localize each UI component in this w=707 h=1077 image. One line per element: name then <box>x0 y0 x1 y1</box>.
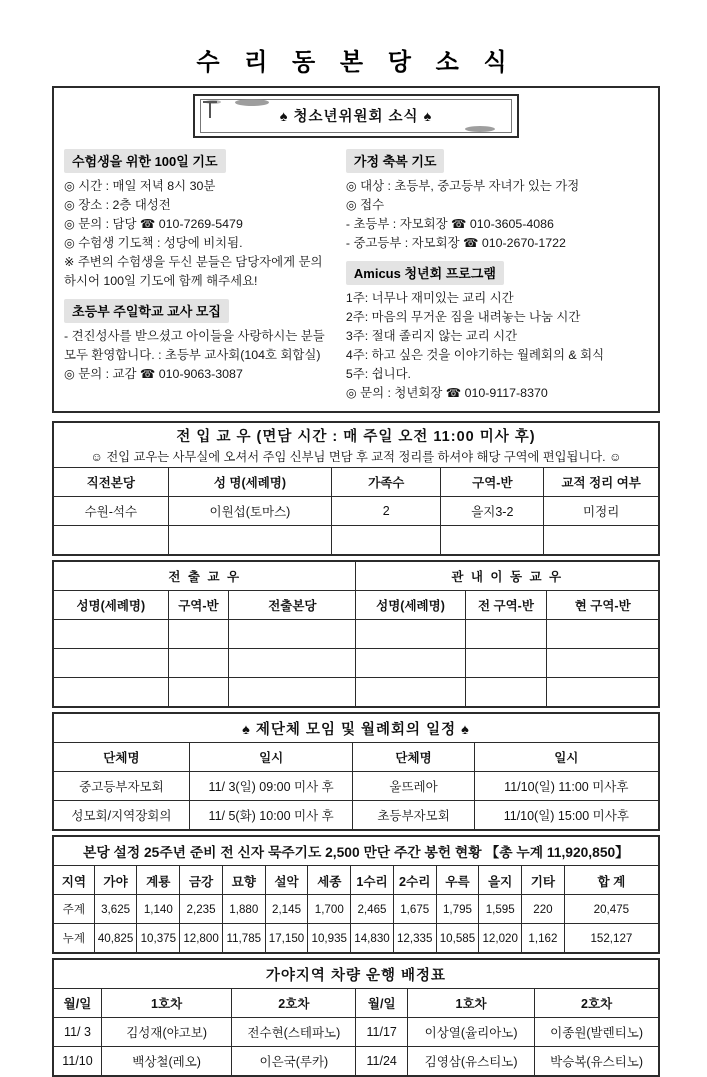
empty-cell <box>53 678 168 708</box>
empty-cell <box>441 526 544 556</box>
column-header: 일시 <box>189 743 353 772</box>
text-line: - 중고등부 : 자모회장 ☎ 010-2670-1722 <box>345 236 566 250</box>
table-cell: 전수현(스테파노) <box>232 1018 356 1047</box>
table-cell: 2,465 <box>351 895 394 924</box>
row-label: 주계 <box>53 895 94 924</box>
scan-artifact <box>203 101 217 103</box>
table-cell: 미정리 <box>544 497 659 526</box>
table-header-row <box>53 866 659 895</box>
table-cell: 을지3-2 <box>441 497 544 526</box>
table-header-row <box>53 743 659 772</box>
table-cell: 수원-석수 <box>53 497 168 526</box>
table-cell: 울뜨레아 <box>353 772 474 801</box>
row-label: 누계 <box>53 924 94 954</box>
text-line: 1주: 너무나 재미있는 교리 시간 <box>345 291 514 305</box>
text-line: 3주: 절대 졸리지 않는 교리 시간 <box>345 329 518 343</box>
youth-committee-box <box>52 86 660 413</box>
table-cell: 17,150 <box>265 924 308 954</box>
table-cell: 이은국(루카) <box>232 1047 356 1077</box>
transfer-out-move-table <box>52 560 660 708</box>
empty-cell <box>465 649 547 678</box>
table-row <box>53 801 659 831</box>
empty-cell <box>53 620 168 649</box>
table-cell: 김성재(야고보) <box>101 1018 231 1047</box>
column-header: 전출본당 <box>229 591 356 620</box>
transfer-out-title: 전 출 교 우 <box>53 561 356 591</box>
empty-cell <box>168 649 229 678</box>
empty-cell <box>332 526 441 556</box>
rosary-offering-table <box>52 835 660 954</box>
table-cell: 11/17 <box>356 1018 408 1047</box>
text-line: ◎ 대상 : 초등부, 중고등부 자녀가 있는 가정 <box>345 179 580 193</box>
empty-cell <box>168 620 229 649</box>
moved-within-title: 관 내 이 동 교 우 <box>356 561 659 591</box>
text-line: ◎ 장소 : 2층 대성전 <box>64 198 171 212</box>
table-cell: 11/24 <box>356 1047 408 1077</box>
table-cell: 11/ 3(일) 09:00 미사 후 <box>189 772 353 801</box>
column-header: 구역-반 <box>441 468 544 497</box>
page-title: 수 리 동 본 당 소 식 <box>196 49 516 76</box>
column-header: 단체명 <box>53 743 189 772</box>
table-cell: 11/10 <box>53 1047 101 1077</box>
table-cell: 12,800 <box>180 924 223 954</box>
empty-cell <box>229 678 356 708</box>
table-cell: 11/ 3 <box>53 1018 101 1047</box>
table-cell: 40,825 <box>94 924 137 954</box>
scan-artifact <box>235 99 269 106</box>
column-header: 2수리 <box>393 866 436 895</box>
text-line: - 견진성사를 받으셨고 아이들을 사랑하시는 분들 모두 환영합니다. : 초등부 교사회(104호 회합실) <box>64 329 325 362</box>
table-cell: 3,625 <box>94 895 137 924</box>
column-header: 월/일 <box>356 989 408 1018</box>
table-cell: 1,595 <box>479 895 522 924</box>
table-cell: 중고등부자모회 <box>53 772 189 801</box>
column-header: 2호차 <box>232 989 356 1018</box>
column-header: 교적 정리 여부 <box>544 468 659 497</box>
empty-cell <box>544 526 659 556</box>
text-line: ◎ 문의 : 청년회장 ☎ 010-9117-8370 <box>345 386 548 400</box>
column-header: 금강 <box>180 866 223 895</box>
empty-cell <box>53 649 168 678</box>
column-header: 전 구역-반 <box>465 591 547 620</box>
table-cell: 1,795 <box>436 895 479 924</box>
column-header: 합 계 <box>564 866 659 895</box>
text-line: ◎ 문의 : 교감 ☎ 010-9063-3087 <box>64 367 243 381</box>
column-header: 우륵 <box>436 866 479 895</box>
empty-cell <box>168 526 332 556</box>
empty-cell <box>547 649 659 678</box>
table-cell: 이원섭(토마스) <box>168 497 332 526</box>
column-header: 지역 <box>53 866 94 895</box>
table-row <box>53 1047 659 1077</box>
table-cell: 11/10(일) 11:00 미사후 <box>474 772 659 801</box>
table-row <box>53 678 659 708</box>
section-title-family-blessing: 가정 축복 기도 <box>346 149 445 173</box>
youth-left-column <box>64 147 332 403</box>
section-title-teacher-recruit: 초등부 주일학교 교사 모집 <box>64 299 229 323</box>
column-header: 현 구역-반 <box>547 591 659 620</box>
column-header: 성명(세례명) <box>53 591 168 620</box>
column-header: 직전본당 <box>53 468 168 497</box>
table-cell: 1,700 <box>308 895 351 924</box>
column-header: 기타 <box>522 866 565 895</box>
empty-cell <box>356 649 465 678</box>
empty-cell <box>229 649 356 678</box>
column-header: 을지 <box>479 866 522 895</box>
table-cell: 박승복(유스티노) <box>535 1047 659 1077</box>
table-cell: 성모회/지역장회의 <box>53 801 189 831</box>
table-cell: 11/ 5(화) 10:00 미사 후 <box>189 801 353 831</box>
table-cell: 2,235 <box>180 895 223 924</box>
shuttle-title-cell <box>53 959 659 989</box>
meetings-table <box>52 712 660 831</box>
text-line: ◎ 문의 : 담당 ☎ 010-7269-5479 <box>64 217 243 231</box>
scan-artifact <box>209 102 211 118</box>
meetings-title-cell <box>53 713 659 743</box>
table-cell: 2 <box>332 497 441 526</box>
group-header-row <box>53 561 659 591</box>
table-cell: 10,935 <box>308 924 351 954</box>
column-header: 1수리 <box>351 866 394 895</box>
table-header-row <box>53 468 659 497</box>
banner-label: ♠ 청소년위원회 소식 ♠ <box>200 99 512 133</box>
youth-right-column <box>346 147 648 403</box>
table-cell: 11,785 <box>222 924 265 954</box>
text-line: 4주: 하고 싶은 것을 이야기하는 월례회의 & 회식 <box>345 348 605 362</box>
table-cell: 12,020 <box>479 924 522 954</box>
shuttle-title: 가야지역 차량 운행 배정표 <box>265 967 447 984</box>
text-line: ◎ 수험생 기도책 : 성당에 비치됨. <box>64 236 243 250</box>
table-cell: 220 <box>522 895 565 924</box>
column-header: 월/일 <box>53 989 101 1018</box>
table-row <box>53 772 659 801</box>
section-title-exam-prayer: 수험생을 위한 100일 기도 <box>64 149 226 173</box>
column-header: 1호차 <box>101 989 231 1018</box>
empty-cell <box>465 678 547 708</box>
table-cell: 초등부자모회 <box>353 801 474 831</box>
column-header: 1호차 <box>407 989 534 1018</box>
shuttle-table <box>52 958 660 1077</box>
rosary-title-cell <box>53 836 659 866</box>
empty-cell <box>356 620 465 649</box>
table-cell: 14,830 <box>351 924 394 954</box>
text-line: ◎ 시간 : 매일 저녁 8시 30분 <box>64 179 216 193</box>
text-line: 5주: 쉽니다. <box>345 367 411 381</box>
column-header: 세종 <box>308 866 351 895</box>
column-header: 묘향 <box>222 866 265 895</box>
table-row <box>53 620 659 649</box>
weekly-row <box>53 895 659 924</box>
table-row <box>53 526 659 556</box>
table-row <box>53 497 659 526</box>
table-row <box>53 649 659 678</box>
youth-columns <box>64 147 648 403</box>
column-header: 계룡 <box>137 866 180 895</box>
table-cell: 1,675 <box>393 895 436 924</box>
scan-artifact <box>465 126 495 132</box>
empty-cell <box>356 678 465 708</box>
transfer-in-subtitle: ☺ 전입 교우는 사무실에 오셔서 주임 신부님 면담 후 교적 정리를 하셔야 해당 구역에 편입됩니다. ☺ <box>90 450 622 464</box>
text-line: - 초등부 : 자모회장 ☎ 010-3605-4086 <box>345 217 554 231</box>
youth-committee-banner <box>193 94 519 138</box>
table-cell: 김영삼(유스티노) <box>407 1047 534 1077</box>
table-cell: 11/10(일) 15:00 미사후 <box>474 801 659 831</box>
column-header: 성 명(세례명) <box>168 468 332 497</box>
column-header: 2호차 <box>535 989 659 1018</box>
empty-cell <box>547 620 659 649</box>
empty-cell <box>547 678 659 708</box>
section-title-amicus-program: Amicus 청년회 프로그램 <box>346 261 504 285</box>
column-header: 구역-반 <box>168 591 229 620</box>
meetings-title: ♠ 제단체 모임 및 월례회의 일정 ♠ <box>242 721 470 738</box>
empty-cell <box>53 526 168 556</box>
empty-cell <box>465 620 547 649</box>
transfer-in-table <box>52 421 660 556</box>
table-cell: 백상철(레오) <box>101 1047 231 1077</box>
table-cell: 12,335 <box>393 924 436 954</box>
column-header: 일시 <box>474 743 659 772</box>
table-cell: 20,475 <box>564 895 659 924</box>
text-line: ※ 주변의 수험생을 두신 분들은 담당자에게 문의하시어 100일 기도에 함께 해주세요! <box>64 255 323 288</box>
table-cell: 2,145 <box>265 895 308 924</box>
table-row <box>53 1018 659 1047</box>
table-cell: 이상열(율리아노) <box>407 1018 534 1047</box>
column-header: 가족수 <box>332 468 441 497</box>
table-cell: 152,127 <box>564 924 659 954</box>
table-cell: 1,140 <box>137 895 180 924</box>
table-cell: 10,585 <box>436 924 479 954</box>
column-header: 성명(세례명) <box>356 591 465 620</box>
total-row <box>53 924 659 954</box>
table-cell: 1,880 <box>222 895 265 924</box>
transfer-in-title-cell <box>53 422 659 468</box>
column-header: 설악 <box>265 866 308 895</box>
table-cell: 10,375 <box>137 924 180 954</box>
empty-cell <box>168 678 229 708</box>
text-line: 2주: 마음의 무거운 짐을 내려놓는 나눔 시간 <box>345 310 581 324</box>
transfer-in-title: 전 입 교 우 (면담 시간 : 매 주일 오전 11:00 미사 후) <box>176 429 536 445</box>
empty-cell <box>229 620 356 649</box>
column-header: 단체명 <box>353 743 474 772</box>
table-header-row <box>53 591 659 620</box>
rosary-title: 본당 설정 25주년 준비 전 신자 묵주기도 2,500 만단 주간 봉헌 현황 【총 누계 11,920,850】 <box>83 845 629 860</box>
table-cell: 1,162 <box>522 924 565 954</box>
column-header: 가야 <box>94 866 137 895</box>
text-line: ◎ 접수 <box>345 198 385 212</box>
table-cell: 이종원(발렌티노) <box>535 1018 659 1047</box>
table-header-row <box>53 989 659 1018</box>
